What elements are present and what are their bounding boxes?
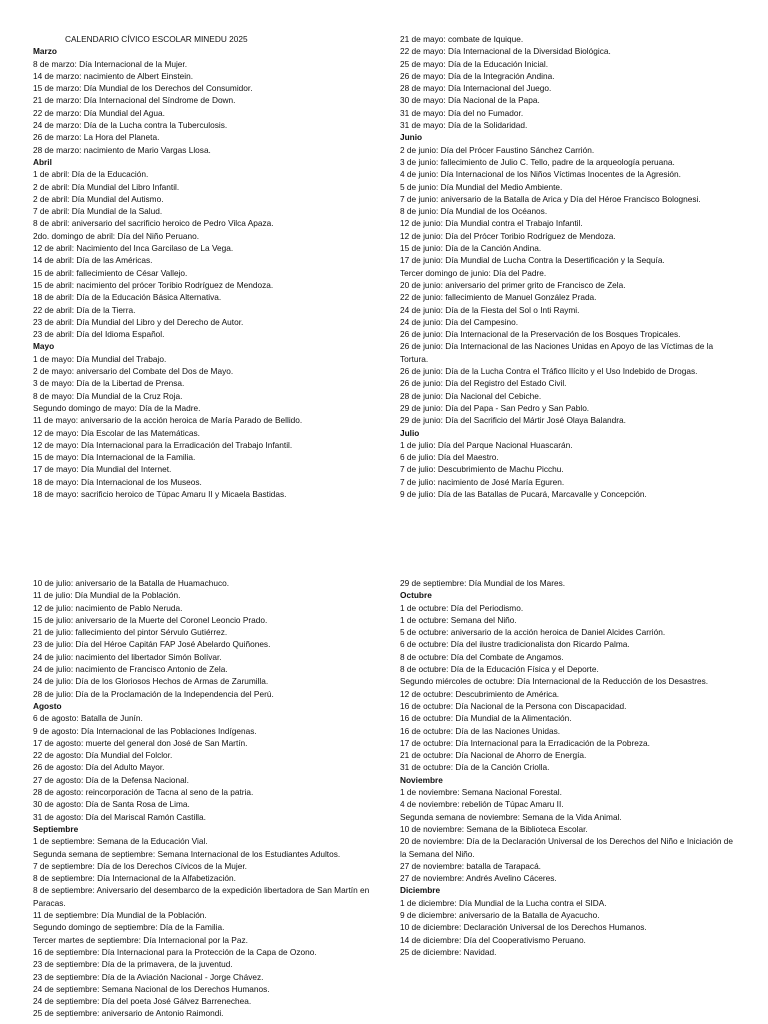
calendar-entry: 28 de marzo: nacimiento de Mario Vargas Llosa. xyxy=(33,144,211,155)
calendar-entry: 24 de septiembre: Semana Nacional de los Derechos Humanos. xyxy=(33,983,270,994)
calendar-entry: 23 de abril: Día del Idioma Español. xyxy=(33,329,165,340)
document-title: CALENDARIO CÍVICO ESCOLAR MINEDU 2025 xyxy=(65,34,248,44)
calendar-entry: 11 de septiembre: Día Mundial de la Población. xyxy=(33,910,207,921)
calendar-entry: 12 de abril: Nacimiento del Inca Garcilaso de La Vega. xyxy=(33,243,234,254)
calendar-entry: 28 de agosto: reincorporación de Tacna al seno de la patria. xyxy=(33,787,254,798)
calendar-entry: 26 de agosto: Día del Adulto Mayor. xyxy=(33,762,165,773)
calendar-entry: 7 de abril: Día Mundial de la Salud. xyxy=(33,206,163,217)
calendar-entry: 23 de septiembre: Día de la Aviación Nacional - Jorge Chávez. xyxy=(33,971,264,982)
calendar-entry: 15 de abril: fallecimiento de César Vallejo. xyxy=(33,267,188,278)
calendar-entry: 17 de junio: Día Mundial de Lucha Contra la Desertificación y la Sequía. xyxy=(400,255,665,266)
calendar-entry: 23 de julio: Día del Héroe Capitán FAP José Abelardo Quiñones. xyxy=(33,639,271,650)
calendar-entry: 6 de agosto: Batalla de Junín. xyxy=(33,713,143,724)
calendar-entry: 17 de mayo: Día Mundial del Internet. xyxy=(33,464,172,475)
calendar-entry: Segundo miércoles de octubre: Día Internacional de la Reducción de los Desastres. xyxy=(400,676,709,687)
calendar-entry: 7 de septiembre: Día de los Derechos Cívicos de la Mujer. xyxy=(33,860,247,871)
page1-right-column xyxy=(400,33,738,500)
calendar-entry: 9 de agosto: Día Internacional de las Poblaciones Indígenas. xyxy=(33,725,257,736)
calendar-entry: 22 de marzo: Día Mundial del Agua. xyxy=(33,107,165,118)
calendar-entry: 25 de mayo: Día de la Educación Inicial. xyxy=(400,58,549,69)
calendar-entry: 8 de septiembre: Aniversario del desembarco de la expedición libertadora de San Martín en Paracas. xyxy=(33,885,370,908)
page1-left-column xyxy=(33,33,371,500)
calendar-entry: 24 de junio: Día de la Fiesta del Sol o Inti Raymi. xyxy=(400,304,580,315)
calendar-entry: 29 de junio: Día del Papa - San Pedro y San Pablo. xyxy=(400,402,590,413)
calendar-entry: 1 de mayo: Día Mundial del Trabajo. xyxy=(33,353,167,364)
calendar-entry: 21 de marzo: Día Internacional del Síndrome de Down. xyxy=(33,95,236,106)
calendar-entry: 17 de octubre: Día Internacional para la Erradicación de la Pobreza. xyxy=(400,737,650,748)
calendar-entry: 25 de diciembre: Navidad. xyxy=(400,946,497,957)
calendar-entry: 15 de marzo: Día Mundial de los Derechos del Consumidor. xyxy=(33,83,253,94)
calendar-entry: 15 de mayo: Día Internacional de la Familia. xyxy=(33,452,196,463)
calendar-entry: 5 de junio: Día Mundial del Medio Ambiente. xyxy=(400,181,563,192)
calendar-entry: 27 de noviembre: batalla de Tarapacá. xyxy=(400,860,541,871)
calendar-entry: 22 de agosto: Día Mundial del Folclor. xyxy=(33,750,173,761)
calendar-entry: 26 de marzo: La Hora del Planeta. xyxy=(33,132,160,143)
month-heading: Abril xyxy=(33,156,52,167)
calendar-entry: 26 de junio: Día del Registro del Estado Civil. xyxy=(400,378,567,389)
calendar-entry: 30 de mayo: Día Nacional de la Papa. xyxy=(400,95,540,106)
calendar-entry: 21 de mayo: combate de Iquique. xyxy=(400,34,524,44)
calendar-entry: 30 de agosto: Día de Santa Rosa de Lima. xyxy=(33,799,190,810)
calendar-entry: 16 de octubre: Día Mundial de la Alimentación. xyxy=(400,713,572,724)
calendar-entry: 5 de octubre: aniversario de la acción heroica de Daniel Alcides Carrión. xyxy=(400,627,666,638)
calendar-entry: 22 de abril: Día de la Tierra. xyxy=(33,304,136,315)
calendar-entry: 26 de junio: Día Internacional de la Preservación de los Bosques Tropicales. xyxy=(400,329,681,340)
month-heading: Agosto xyxy=(33,700,62,711)
calendar-entry: 29 de septiembre: Día Mundial de los Mares. xyxy=(400,578,566,588)
calendar-entry: 1 de julio: Día del Parque Nacional Huascarán. xyxy=(400,439,573,450)
calendar-entry: 1 de noviembre: Semana Nacional Forestal. xyxy=(400,787,562,798)
calendar-entry: 31 de agosto: Día del Mariscal Ramón Castilla. xyxy=(33,811,206,822)
page2-left-column xyxy=(33,577,371,1020)
calendar-entry: 21 de julio: fallecimiento del pintor Sérvulo Gutiérrez. xyxy=(33,627,228,638)
calendar-entry: 15 de julio: aniversario de la Muerte del Coronel Leoncio Prado. xyxy=(33,614,268,625)
calendar-entry: 1 de septiembre: Semana de la Educación Vial. xyxy=(33,836,208,847)
calendar-entry: 24 de julio: nacimiento de Francisco Antonio de Zela. xyxy=(33,664,228,675)
calendar-entry: 8 de octubre: Día de la Educación Física y el Deporte. xyxy=(400,664,599,675)
calendar-entry: 28 de mayo: Día Internacional del Juego. xyxy=(400,83,552,94)
month-heading: Octubre xyxy=(400,590,432,601)
calendar-entry: 1 de diciembre: Día Mundial de la Lucha contra el SIDA. xyxy=(400,897,607,908)
calendar-entry: 8 de junio: Día Mundial de los Océanos. xyxy=(400,206,548,217)
month-heading: Julio xyxy=(400,427,420,438)
calendar-entry: 2 de junio: Día del Prócer Faustino Sánchez Carrión. xyxy=(400,144,595,155)
calendar-entry: Tercer martes de septiembre: Día Internacional por la Paz. xyxy=(33,934,248,945)
calendar-entry: 15 de junio: Día de la Canción Andina. xyxy=(400,243,542,254)
calendar-entry: 17 de agosto: muerte del general don José de San Martín. xyxy=(33,737,248,748)
calendar-entry: Segunda semana de noviembre: Semana de la Vida Animal. xyxy=(400,811,622,822)
calendar-entry: 1 de octubre: Semana del Niño. xyxy=(400,614,517,625)
calendar-entry: 9 de diciembre: aniversario de la Batalla de Ayacucho. xyxy=(400,910,600,921)
calendar-entry: 31 de mayo: Día de la Solidaridad. xyxy=(400,120,528,131)
calendar-entry: 8 de marzo: Día Internacional de la Mujer. xyxy=(33,58,188,69)
calendar-entry: 12 de mayo: Día Escolar de las Matemáticas. xyxy=(33,427,200,438)
calendar-entry: 12 de junio: Día Mundial contra el Trabajo Infantil. xyxy=(400,218,583,229)
calendar-entry: 10 de julio: aniversario de la Batalla de Huamachuco. xyxy=(33,578,230,588)
calendar-entry: 1 de abril: Día de la Educación. xyxy=(33,169,149,180)
calendar-entry: 26 de junio: Día Internacional de las Naciones Unidas en Apoyo de las Víctimas de la Tortura. xyxy=(400,341,714,364)
calendar-entry: 7 de junio: aniversario de la Batalla de Arica y Día del Héroe Francisco Bolognesi. xyxy=(400,193,701,204)
calendar-entry: 20 de noviembre: Día de la Declaración Universal de los Derechos del Niño e Iniciación de la Semana del Niño. xyxy=(400,836,733,859)
month-heading: Junio xyxy=(400,132,423,143)
calendar-entry: 22 de junio: fallecimiento de Manuel González Prada. xyxy=(400,292,597,303)
calendar-entry: 2 de mayo: aniversario del Combate del Dos de Mayo. xyxy=(33,366,234,377)
calendar-entry: 2 de abril: Día Mundial del Libro Infantil. xyxy=(33,181,180,192)
calendar-entry: 15 de abril: nacimiento del prócer Toribio Rodríguez de Mendoza. xyxy=(33,279,274,290)
calendar-entry: 27 de noviembre: Andrés Avelino Cáceres. xyxy=(400,873,557,884)
calendar-entry: 3 de mayo: Día de la Libertad de Prensa. xyxy=(33,378,185,389)
calendar-entry: 24 de julio: Día de los Gloriosos Hechos de Armas de Zarumilla. xyxy=(33,676,269,687)
calendar-entry: 31 de mayo: Día del no Fumador. xyxy=(400,107,524,118)
month-heading: Marzo xyxy=(33,46,57,57)
calendar-entry: 7 de julio: nacimiento de José María Eguren. xyxy=(400,476,565,487)
calendar-entry: 16 de septiembre: Día Internacional para la Protección de la Capa de Ozono. xyxy=(33,946,317,957)
calendar-entry: 18 de abril: Día de la Educación Básica Alternativa. xyxy=(33,292,222,303)
calendar-entry: 26 de mayo: Día de la Integración Andina. xyxy=(400,70,555,81)
calendar-entry: Segundo domingo de septiembre: Día de la Familia. xyxy=(33,922,225,933)
month-heading: Diciembre xyxy=(400,885,441,896)
calendar-entry: 11 de mayo: aniversario de la acción heroica de María Parado de Bellido. xyxy=(33,415,303,426)
calendar-entry: 16 de octubre: Día Nacional de la Persona con Discapacidad. xyxy=(400,700,627,711)
calendar-entry: 12 de junio: Día del Prócer Toribio Rodríguez de Mendoza. xyxy=(400,230,616,241)
calendar-entry: 28 de julio: Día de la Proclamación de la Independencia del Perú. xyxy=(33,688,274,699)
calendar-entry: 2do. domingo de abril: Día del Niño Peruano. xyxy=(33,230,200,241)
calendar-entry: 11 de julio: Día Mundial de la Población. xyxy=(33,590,181,601)
calendar-entry: 8 de septiembre: Día Internacional de la Alfabetización. xyxy=(33,873,236,884)
calendar-entry: 6 de octubre: Día del ilustre tradicionalista don Ricardo Palma. xyxy=(400,639,630,650)
calendar-entry: 12 de octubre: Descubrimiento de América. xyxy=(400,688,560,699)
calendar-entry: 10 de noviembre: Semana de la Biblioteca Escolar. xyxy=(400,823,588,834)
calendar-entry: 25 de septiembre: aniversario de Antonio Raimondi. xyxy=(33,1008,224,1019)
calendar-entry: 22 de mayo: Día Internacional de la Diversidad Biológica. xyxy=(400,46,611,57)
calendar-entry: 14 de diciembre: Día del Cooperativismo Peruano. xyxy=(400,934,586,945)
month-heading: Noviembre xyxy=(400,774,443,785)
month-heading: Mayo xyxy=(33,341,55,352)
calendar-entry: 8 de octubre: Día del Combate de Angamos. xyxy=(400,651,564,662)
calendar-entry: 26 de junio: Día de la Lucha Contra el Tráfico Ilícito y el Uso Indebido de Drogas. xyxy=(400,366,698,377)
calendar-entry: 12 de mayo: Día Internacional para la Erradicación del Trabajo Infantil. xyxy=(33,439,293,450)
calendar-entry: 24 de marzo: Día de la Lucha contra la Tuberculosis. xyxy=(33,120,228,131)
calendar-entry: 24 de julio: nacimiento del libertador Simón Bolívar. xyxy=(33,651,222,662)
calendar-entry: 4 de noviembre: rebelión de Túpac Amaru II. xyxy=(400,799,564,810)
calendar-entry: 14 de abril: Día de las Américas. xyxy=(33,255,153,266)
calendar-entry: 3 de junio: fallecimiento de Julio C. Tello, padre de la arqueología peruana. xyxy=(400,156,675,167)
calendar-entry: 31 de octubre: Día de la Canción Criolla. xyxy=(400,762,550,773)
calendar-entry: 23 de septiembre: Día de la primavera, de la juventud. xyxy=(33,959,233,970)
calendar-entry: 9 de julio: Día de las Batallas de Pucará, Marcavalle y Concepción. xyxy=(400,488,647,499)
calendar-entry: 8 de mayo: Día Mundial de la Cruz Roja. xyxy=(33,390,183,401)
calendar-entry: 23 de abril: Día Mundial del Libro y del Derecho de Autor. xyxy=(33,316,244,327)
calendar-entry: 18 de mayo: Día Internacional de los Museos. xyxy=(33,476,202,487)
calendar-entry: 10 de diciembre: Declaración Universal de los Derechos Humanos. xyxy=(400,922,647,933)
page2-right-column xyxy=(400,577,738,958)
calendar-entry: 27 de agosto: Día de la Defensa Nacional. xyxy=(33,774,189,785)
calendar-entry: 2 de abril: Día Mundial del Autismo. xyxy=(33,193,164,204)
calendar-entry: 4 de junio: Día Internacional de los Niños Víctimas Inocentes de la Agresión. xyxy=(400,169,681,180)
calendar-entry: 16 de octubre: Día de las Naciones Unidas. xyxy=(400,725,561,736)
calendar-entry: 21 de octubre: Día Nacional de Ahorro de Energía. xyxy=(400,750,587,761)
calendar-entry: 6 de julio: Día del Maestro. xyxy=(400,452,499,463)
calendar-entry: 29 de junio: Día del Sacrificio del Mártir José Olaya Balandra. xyxy=(400,415,626,426)
calendar-entry: Segundo domingo de mayo: Día de la Madre. xyxy=(33,402,201,413)
calendar-entry: 1 de octubre: Día del Periodismo. xyxy=(400,602,524,613)
calendar-entry: 14 de marzo: nacimiento de Albert Einstein. xyxy=(33,70,194,81)
calendar-entry: 24 de septiembre: Día del poeta José Gálvez Barrenechea. xyxy=(33,996,252,1007)
calendar-entry: 24 de junio: Día del Campesino. xyxy=(400,316,519,327)
calendar-entry: 18 de mayo: sacrificio heroico de Túpac Amaru II y Micaela Bastidas. xyxy=(33,488,287,499)
calendar-entry: Segunda semana de septiembre: Semana Internacional de los Estudiantes Adultos. xyxy=(33,848,341,859)
calendar-entry: 7 de julio: Descubrimiento de Machu Picchu. xyxy=(400,464,564,475)
calendar-entry: 28 de junio: Día Nacional del Cebiche. xyxy=(400,390,542,401)
calendar-entry: 12 de julio: nacimiento de Pablo Neruda. xyxy=(33,602,183,613)
month-heading: Septiembre xyxy=(33,823,79,834)
calendar-entry: Tercer domingo de junio: Día del Padre. xyxy=(400,267,547,278)
calendar-entry: 8 de abril: aniversario del sacrificio heroico de Pedro Vilca Apaza. xyxy=(33,218,274,229)
calendar-entry: 20 de junio: aniversario del primer grito de Francisco de Zela. xyxy=(400,279,626,290)
